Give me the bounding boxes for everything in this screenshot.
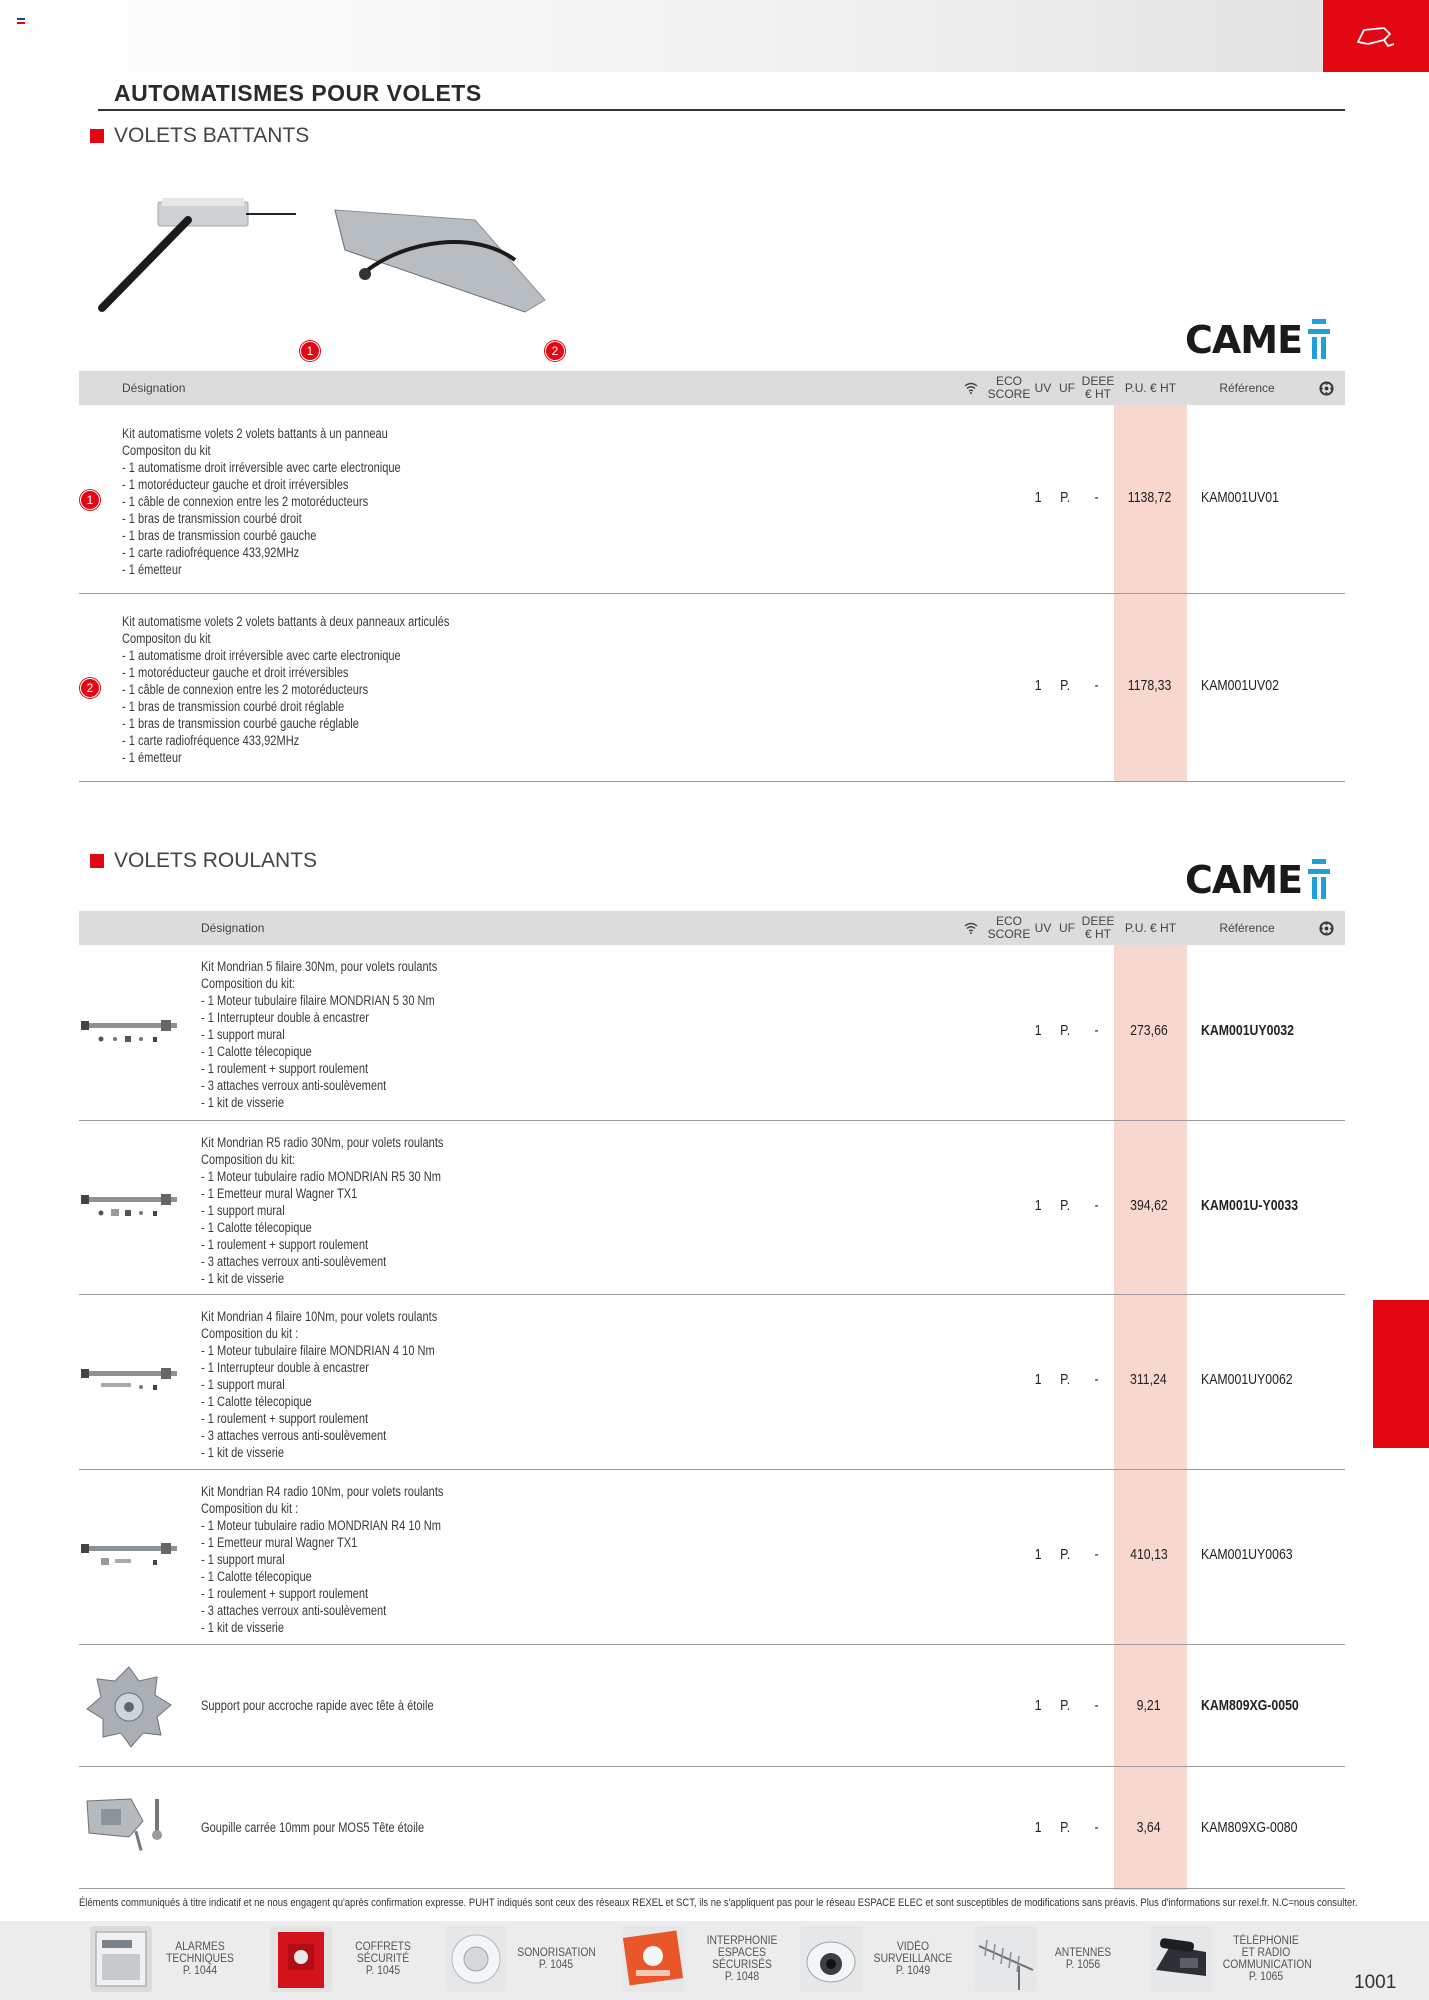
desc-line: - 1 support mural bbox=[201, 1203, 285, 1218]
desc-line: - 1 carte radiofréquence 433,92MHz bbox=[122, 545, 300, 560]
table-row[interactable] bbox=[79, 405, 1345, 594]
footer-label-line: SONORISATION bbox=[517, 1947, 596, 1959]
header-deee-line1: DEEE bbox=[1081, 914, 1115, 929]
table-row[interactable] bbox=[79, 1470, 1345, 1645]
product-image-motor bbox=[81, 1017, 181, 1047]
row-uv: 1 bbox=[1034, 1819, 1042, 1836]
desc-line: - 1 roulement + support roulement bbox=[201, 1061, 369, 1076]
footer-label-line: P. 1044 bbox=[182, 1965, 218, 1977]
desc-line: - 1 émetteur bbox=[122, 562, 182, 577]
footer-link-alarmes[interactable] bbox=[90, 1926, 242, 1992]
desc-line: Kit Mondrian 4 filaire 10Nm, pour volets roulants bbox=[201, 1309, 438, 1324]
footer-label-line: P. 1049 bbox=[895, 1965, 931, 1977]
row-deee: - bbox=[1094, 1697, 1099, 1714]
row-deee: - bbox=[1094, 1197, 1099, 1214]
section-title-text: VOLETS BATTANTS bbox=[114, 124, 310, 147]
row-uv: 1 bbox=[1034, 1371, 1042, 1388]
row-price: 311,24 bbox=[1130, 1371, 1167, 1388]
top-band bbox=[0, 0, 1323, 72]
row-deee: - bbox=[1094, 1022, 1099, 1039]
desc-line: - 3 attaches verroux anti-soulèvement bbox=[201, 1254, 387, 1269]
desc-line: - 1 automatisme droit irréversible avec carte electronique bbox=[122, 648, 401, 663]
footer-label-line: ANTENNES bbox=[1054, 1947, 1112, 1959]
security-camera-icon bbox=[1354, 22, 1398, 50]
section-title-text: VOLETS ROULANTS bbox=[114, 849, 318, 872]
title-divider bbox=[98, 109, 1345, 111]
footer-label-line: P. 1065 bbox=[1248, 1971, 1284, 1983]
row-deee: - bbox=[1094, 677, 1099, 694]
product-image-motor bbox=[81, 1191, 181, 1221]
desc-line: - 1 Moteur tubulaire filaire MONDRIAN 4 10 Nm bbox=[201, 1343, 435, 1358]
disclaimer: Éléments communiqués à titre indicatif et ne nous engagent qu'après confirmation expresse. PUHT indiqués sont ceux des réseaux REXEL et SCT, ils ne s'appliquent pas pour le réseau ESPACE ELEC et sont susceptibles de modifications sans préavis. Plus d'informations sur rexel.fr. N.C=nous consulter. bbox=[79, 1897, 1358, 1909]
alarm-panel-icon bbox=[90, 1926, 152, 1992]
table-row[interactable] bbox=[79, 1767, 1345, 1889]
table-header bbox=[79, 371, 1345, 405]
desc-line: Kit automatisme volets 2 volets battants à deux panneaux articulés bbox=[122, 614, 450, 629]
row-uf: P. bbox=[1060, 489, 1071, 506]
row-uv: 1 bbox=[1034, 489, 1042, 506]
row-price: 394,62 bbox=[1130, 1197, 1168, 1214]
row-price: 9,21 bbox=[1136, 1697, 1161, 1714]
table-row[interactable] bbox=[79, 945, 1345, 1121]
footer-label-line: COMMUNICATION bbox=[1222, 1959, 1312, 1971]
desc-line: Compositon du kit bbox=[122, 631, 211, 646]
desc-line: - 1 Calotte télecopique bbox=[201, 1220, 312, 1235]
desc-line: - 1 automatisme droit irréversible avec carte electronique bbox=[122, 460, 401, 475]
came-logo bbox=[1185, 318, 1330, 362]
section-marker-icon bbox=[90, 129, 104, 143]
row-uf: P. bbox=[1060, 1197, 1071, 1214]
footer-label bbox=[1222, 1935, 1312, 1983]
header-eco-score bbox=[987, 371, 1031, 405]
table-row[interactable] bbox=[79, 594, 1345, 782]
header-uf: UF bbox=[1059, 920, 1075, 935]
footer-label bbox=[1047, 1947, 1119, 1971]
footer-label-line: COFFRETS bbox=[355, 1941, 411, 1953]
header-deee-line2: € HT bbox=[1084, 927, 1111, 941]
desc-line: Kit Mondrian R5 radio 30Nm, pour volets roulants bbox=[201, 1135, 444, 1150]
footer-link-video[interactable] bbox=[800, 1926, 958, 1992]
desc-line: - 1 Calotte télecopique bbox=[201, 1394, 312, 1409]
row-reference: KAM001UY0063 bbox=[1201, 1546, 1293, 1563]
row-description bbox=[201, 1134, 443, 1287]
row-uf: P. bbox=[1060, 1022, 1071, 1039]
product-image-motor bbox=[81, 1540, 181, 1570]
antenna-icon bbox=[975, 1926, 1037, 1992]
footer-label-line: TECHNIQUES bbox=[166, 1953, 234, 1965]
speaker-icon bbox=[445, 1926, 507, 1992]
desc-line: - 1 Interrupteur double à encastrer bbox=[201, 1360, 369, 1375]
footer-label-line: P. 1045 bbox=[365, 1965, 401, 1977]
row-uv: 1 bbox=[1034, 1022, 1042, 1039]
footer-link-interphonie[interactable] bbox=[622, 1926, 794, 1992]
product-image-pin bbox=[81, 1791, 181, 1861]
row-uf: P. bbox=[1060, 1371, 1071, 1388]
desc-line: - 1 kit de visserie bbox=[201, 1620, 285, 1635]
desc-line: Composition du kit: bbox=[201, 976, 296, 991]
header-deee bbox=[1079, 371, 1117, 405]
desc-line: - 1 support mural bbox=[201, 1377, 285, 1392]
came-logo-mark-icon bbox=[1308, 859, 1330, 901]
footer-label-line: P. 1045 bbox=[538, 1959, 574, 1971]
header-uf: UF bbox=[1059, 380, 1075, 395]
footer-label bbox=[343, 1941, 424, 1977]
desc-line: - 1 Moteur tubulaire radio MONDRIAN R5 30 Nm bbox=[201, 1169, 441, 1184]
footer-label-line: P. 1048 bbox=[724, 1971, 760, 1983]
wifi-icon bbox=[959, 911, 983, 945]
footer-link-antennes[interactable] bbox=[975, 1926, 1123, 1992]
header-reference: Référence bbox=[1219, 380, 1275, 395]
row-price: 410,13 bbox=[1130, 1546, 1168, 1563]
safety-box-icon bbox=[270, 1926, 332, 1992]
header-uv: UV bbox=[1034, 380, 1052, 395]
row-reference: KAM001UY0062 bbox=[1201, 1371, 1293, 1388]
flag-icon bbox=[17, 18, 25, 24]
desc-line: - 1 kit de visserie bbox=[201, 1271, 285, 1286]
header-eco-line2: SCORE bbox=[987, 387, 1031, 401]
footer-link-coffrets[interactable] bbox=[270, 1926, 428, 1992]
row-uf: P. bbox=[1060, 1546, 1071, 1563]
desc-line: - 1 Interrupteur double à encastrer bbox=[201, 1010, 369, 1025]
row-number-badge: 1 bbox=[80, 490, 100, 510]
footer-label-line: ESPACES SÉCURISÉS bbox=[712, 1947, 772, 1971]
desc-line: - 1 support mural bbox=[201, 1552, 285, 1567]
desc-line: Kit automatisme volets 2 volets battants à un panneau bbox=[122, 426, 388, 441]
desc-line: - 1 câble de connexion entre les 2 motoréducteurs bbox=[122, 682, 369, 697]
row-deee: - bbox=[1094, 489, 1099, 506]
row-description bbox=[122, 425, 401, 578]
desc-line: Composition du kit : bbox=[201, 1326, 299, 1341]
row-reference: KAM001U-Y0033 bbox=[1201, 1197, 1299, 1214]
brand-name: CAME bbox=[1185, 858, 1303, 902]
footer-label-line: VIDÉO bbox=[896, 1941, 930, 1953]
desc-line: - 1 bras de transmission courbé gauche réglable bbox=[122, 716, 359, 731]
desc-line: - 1 Emetteur mural Wagner TX1 bbox=[201, 1535, 358, 1550]
row-reference: KAM809XG-0080 bbox=[1201, 1819, 1298, 1836]
emergency-sign-icon bbox=[622, 1926, 684, 1992]
footer-label-line: INTERPHONIE bbox=[706, 1935, 778, 1947]
header-deee bbox=[1079, 911, 1117, 945]
header-eco-score bbox=[987, 911, 1031, 945]
desc-line: - 1 câble de connexion entre les 2 motoréducteurs bbox=[122, 494, 369, 509]
desc-line: - 1 roulement + support roulement bbox=[201, 1586, 369, 1601]
desc-line: - 1 kit de visserie bbox=[201, 1095, 285, 1110]
desc-line: - 3 attaches verroux anti-soulèvement bbox=[201, 1603, 387, 1618]
desc-line: - 1 bras de transmission courbé droit bbox=[122, 511, 302, 526]
row-deee: - bbox=[1094, 1546, 1099, 1563]
came-logo bbox=[1185, 858, 1330, 902]
header-eco-line2: SCORE bbox=[987, 927, 1031, 941]
row-description bbox=[201, 1308, 437, 1461]
settings-icon bbox=[1307, 911, 1345, 945]
header-price: P.U. € HT bbox=[1124, 380, 1177, 395]
row-reference: KAM809XG-0050 bbox=[1201, 1697, 1299, 1714]
wifi-icon bbox=[959, 371, 983, 405]
footer-label bbox=[873, 1941, 954, 1977]
footer-link-sonorisation[interactable] bbox=[445, 1926, 599, 1992]
product-image-battant-1 bbox=[96, 190, 296, 320]
header-eco-line1: ECO bbox=[995, 914, 1022, 929]
header-reference: Référence bbox=[1219, 920, 1275, 935]
row-price: 1178,33 bbox=[1127, 677, 1172, 694]
desc-line: - 1 motoréducteur gauche et droit irréversibles bbox=[122, 477, 349, 492]
row-uf: P. bbox=[1060, 1697, 1071, 1714]
header-designation: Désignation bbox=[122, 380, 186, 395]
desc-line: - 1 support mural bbox=[201, 1027, 285, 1042]
product-image-motor bbox=[81, 1365, 181, 1395]
desc-line: - 1 émetteur bbox=[122, 750, 182, 765]
footer-link-telephonie[interactable] bbox=[1150, 1926, 1314, 1992]
desc-line: Compositon du kit bbox=[122, 443, 211, 458]
desc-line: - 1 carte radiofréquence 433,92MHz bbox=[122, 733, 300, 748]
brand-name: CAME bbox=[1185, 318, 1303, 362]
side-chapter-tab[interactable] bbox=[1373, 1300, 1429, 1448]
category-tab[interactable] bbox=[1323, 0, 1429, 72]
desc-line: - 1 kit de visserie bbox=[201, 1445, 285, 1460]
row-uf: P. bbox=[1060, 677, 1071, 694]
row-uv: 1 bbox=[1034, 677, 1042, 694]
row-description bbox=[122, 613, 449, 766]
header-eco-line1: ECO bbox=[995, 374, 1022, 389]
desc-line: Composition du kit: bbox=[201, 1152, 296, 1167]
footer-label bbox=[517, 1947, 594, 1971]
footer-label-line: ET RADIO bbox=[1241, 1947, 1291, 1959]
row-uv: 1 bbox=[1034, 1546, 1042, 1563]
desc-line: Goupille carrée 10mm pour MOS5 Tête étoile bbox=[201, 1820, 425, 1835]
desc-line: - 1 bras de transmission courbé gauche bbox=[122, 528, 317, 543]
footer-label-line: P. 1056 bbox=[1065, 1959, 1101, 1971]
footer-label-line: TÉLÉPHONIE bbox=[1233, 1935, 1299, 1947]
product-image-star-support bbox=[81, 1663, 177, 1749]
header-deee-line2: € HT bbox=[1084, 387, 1111, 401]
desc-line: - 1 Calotte télecopique bbox=[201, 1569, 312, 1584]
header-designation: Désignation bbox=[201, 920, 265, 935]
dome-camera-icon bbox=[800, 1926, 862, 1992]
product-image-battant-2 bbox=[325, 200, 555, 320]
product-number-badge: 2 bbox=[545, 341, 565, 361]
table-header bbox=[79, 911, 1345, 945]
desc-line: - 3 attaches verrous anti-soulèvement bbox=[201, 1428, 387, 1443]
footer-label-line: SÉCURITÉ bbox=[356, 1953, 410, 1965]
desc-line: - 1 Moteur tubulaire radio MONDRIAN R4 10 Nm bbox=[201, 1518, 441, 1533]
row-description bbox=[201, 1697, 434, 1714]
header-price: P.U. € HT bbox=[1124, 920, 1177, 935]
row-reference: KAM001UV02 bbox=[1201, 677, 1279, 694]
footer-label-line: SURVEILLANCE bbox=[873, 1953, 953, 1965]
row-deee: - bbox=[1094, 1819, 1099, 1836]
desc-line: Composition du kit : bbox=[201, 1501, 299, 1516]
footer-label bbox=[695, 1935, 789, 1983]
header-uv: UV bbox=[1034, 920, 1052, 935]
table-row[interactable] bbox=[79, 1645, 1345, 1767]
desc-line: - 1 bras de transmission courbé droit réglable bbox=[122, 699, 345, 714]
row-reference: KAM001UV01 bbox=[1201, 489, 1279, 506]
row-description bbox=[201, 1483, 443, 1636]
header-deee-line1: DEEE bbox=[1081, 374, 1115, 389]
row-reference: KAM001UY0032 bbox=[1201, 1022, 1294, 1039]
page-number: 1001 bbox=[1354, 1972, 1397, 1993]
table-row[interactable] bbox=[79, 1295, 1345, 1470]
came-logo-mark-icon bbox=[1308, 319, 1330, 361]
section-marker-icon bbox=[90, 854, 104, 868]
desc-line: - 1 roulement + support roulement bbox=[201, 1237, 369, 1252]
row-description bbox=[201, 1819, 424, 1836]
footer-label bbox=[162, 1941, 238, 1977]
row-uv: 1 bbox=[1034, 1197, 1042, 1214]
desc-line: - 1 roulement + support roulement bbox=[201, 1411, 369, 1426]
footer-label-line: ALARMES bbox=[175, 1941, 225, 1953]
row-number-badge: 2 bbox=[80, 678, 100, 698]
desc-line: Kit Mondrian R4 radio 10Nm, pour volets roulants bbox=[201, 1484, 444, 1499]
desc-line: - 1 motoréducteur gauche et droit irréversibles bbox=[122, 665, 349, 680]
row-deee: - bbox=[1094, 1371, 1099, 1388]
row-price: 3,64 bbox=[1136, 1819, 1161, 1836]
product-number-badge: 1 bbox=[300, 341, 320, 361]
desc-line: - 3 attaches verroux anti-soulèvement bbox=[201, 1078, 387, 1093]
row-price: 273,66 bbox=[1130, 1022, 1168, 1039]
row-uf: P. bbox=[1060, 1819, 1071, 1836]
page-title: AUTOMATISMES POUR VOLETS bbox=[114, 80, 482, 106]
row-uv: 1 bbox=[1034, 1697, 1042, 1714]
table-row[interactable] bbox=[79, 1121, 1345, 1295]
desc-line: Support pour accroche rapide avec tête à étoile bbox=[201, 1698, 434, 1713]
desc-line: - 1 Moteur tubulaire filaire MONDRIAN 5 30 Nm bbox=[201, 993, 435, 1008]
desc-line: - 1 Calotte télecopique bbox=[201, 1044, 312, 1059]
desk-phone-icon bbox=[1150, 1926, 1212, 1992]
settings-icon bbox=[1307, 371, 1345, 405]
desc-line: - 1 Emetteur mural Wagner TX1 bbox=[201, 1186, 358, 1201]
desc-line: Kit Mondrian 5 filaire 30Nm, pour volets roulants bbox=[201, 959, 438, 974]
row-description bbox=[201, 958, 437, 1111]
section-title-battants bbox=[90, 124, 309, 148]
row-price: 1138,72 bbox=[1127, 489, 1172, 506]
section-title-roulants bbox=[90, 849, 317, 873]
